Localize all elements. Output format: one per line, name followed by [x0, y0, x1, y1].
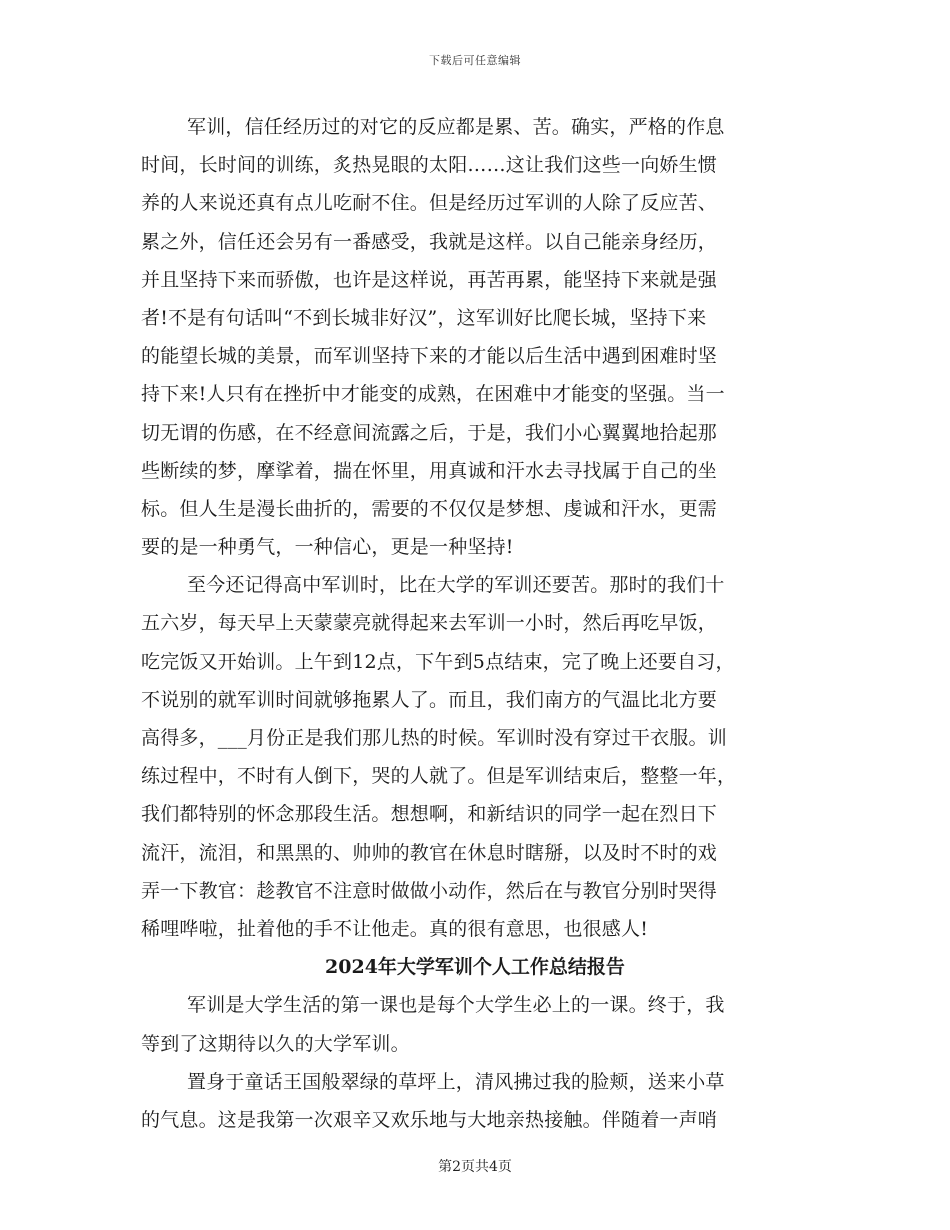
text-line: 高得多，___月份正是我们那儿热的时候。军训时没有穿过干衣服。训 [141, 727, 727, 749]
text-line: 等到了这期待以久的大学军训。 [141, 1032, 410, 1055]
text-line: 吃完饭又开始训。上午到12点，下午到5点结束，完了晚上还要自习， [141, 650, 735, 673]
text-line: 并且坚持下来而骄傲，也许是这样说，再苦再累，能坚持下来就是强 [141, 268, 718, 291]
text-line: 持下来!人只有在挫折中才能变的成熟，在困难中才能变的坚强。当一 [141, 383, 725, 406]
text-line: 军训是大学生活的第一课也是每个大学生必上的一课。终于，我 [187, 994, 725, 1017]
text-line: 稀哩哗啦，扯着他的手不让他走。真的很有意思，也很感人! [141, 917, 649, 940]
text-line: 我们都特别的怀念那段生活。想想啊，和新结识的同学一起在烈日下 [141, 803, 718, 826]
text-line: 置身于童话王国般翠绿的草坪上，清风拂过我的脸颊，送来小草 [187, 1070, 725, 1093]
paragraph-3 [141, 986, 809, 1062]
text-line: 累之外，信任还会另有一番感受，我就是这样。以自己能亲身经历， [141, 230, 718, 253]
text-line: 练过程中，不时有人倒下，哭的人就了。但是军训结束后，整整一年， [141, 765, 737, 788]
text-line: 的能望长城的美景，而军训坚持下来的才能以后生活中遇到困难时坚 [141, 345, 718, 368]
text-line: 者!不是有句话叫“不到长城非好汉”，这军训好比爬长城，坚持下来 [141, 306, 707, 329]
page-header: 下载后可任意编辑 [429, 54, 521, 67]
paragraph-1 [141, 108, 809, 566]
paragraph-2 [141, 566, 809, 948]
paragraph-4 [141, 1063, 809, 1139]
text-line: 弄一下教官：趁教官不注意时做做小动作，然后在与教官分别时哭得 [141, 879, 718, 902]
text-line: 五六岁，每天早上天蒙蒙亮就得起来去军训一小时，然后再吃早饭， [141, 612, 718, 635]
text-line: 的气息。这是我第一次艰辛又欢乐地与大地亲热接触。伴随着一声哨 [141, 1108, 718, 1131]
text-line: 时间，长时间的训练，炙热晃眼的太阳……这让我们这些一向娇生惯 [141, 154, 718, 177]
text-line: 切无谓的伤感，在不经意间流露之后，于是，我们小心翼翼地拾起那 [141, 421, 718, 444]
text-line: 要的是一种勇气，一种信心，更是一种坚持! [141, 536, 514, 559]
text-line: 不说别的就军训时间就够拖累人了。而且，我们南方的气温比北方要 [141, 688, 718, 711]
text-line: 养的人来说还真有点儿吃耐不住。但是经历过军训的人除了反应苦、 [141, 192, 718, 215]
text-line: 军训，信任经历过的对它的反应都是累、苦。确实，严格的作息 [187, 116, 725, 138]
text-line: 些断续的梦，摩挲着，揣在怀里，用真诚和汗水去寻找属于自己的坐 [141, 459, 718, 482]
document-body [141, 108, 809, 1139]
page-number: 第2页共4页 [438, 1159, 512, 1175]
text-line: 至今还记得高中军训时，比在大学的军训还要苦。那时的我们十 [187, 574, 725, 597]
section-heading: 2024年大学军训个人工作总结报告 [325, 956, 625, 979]
text-line: 流汗，流泪，和黑黑的、帅帅的教官在休息时瞎掰，以及时不时的戏 [141, 841, 718, 864]
text-line: 标。但人生是漫长曲折的，需要的不仅仅是梦想、虔诚和汗水，更需 [141, 497, 718, 520]
